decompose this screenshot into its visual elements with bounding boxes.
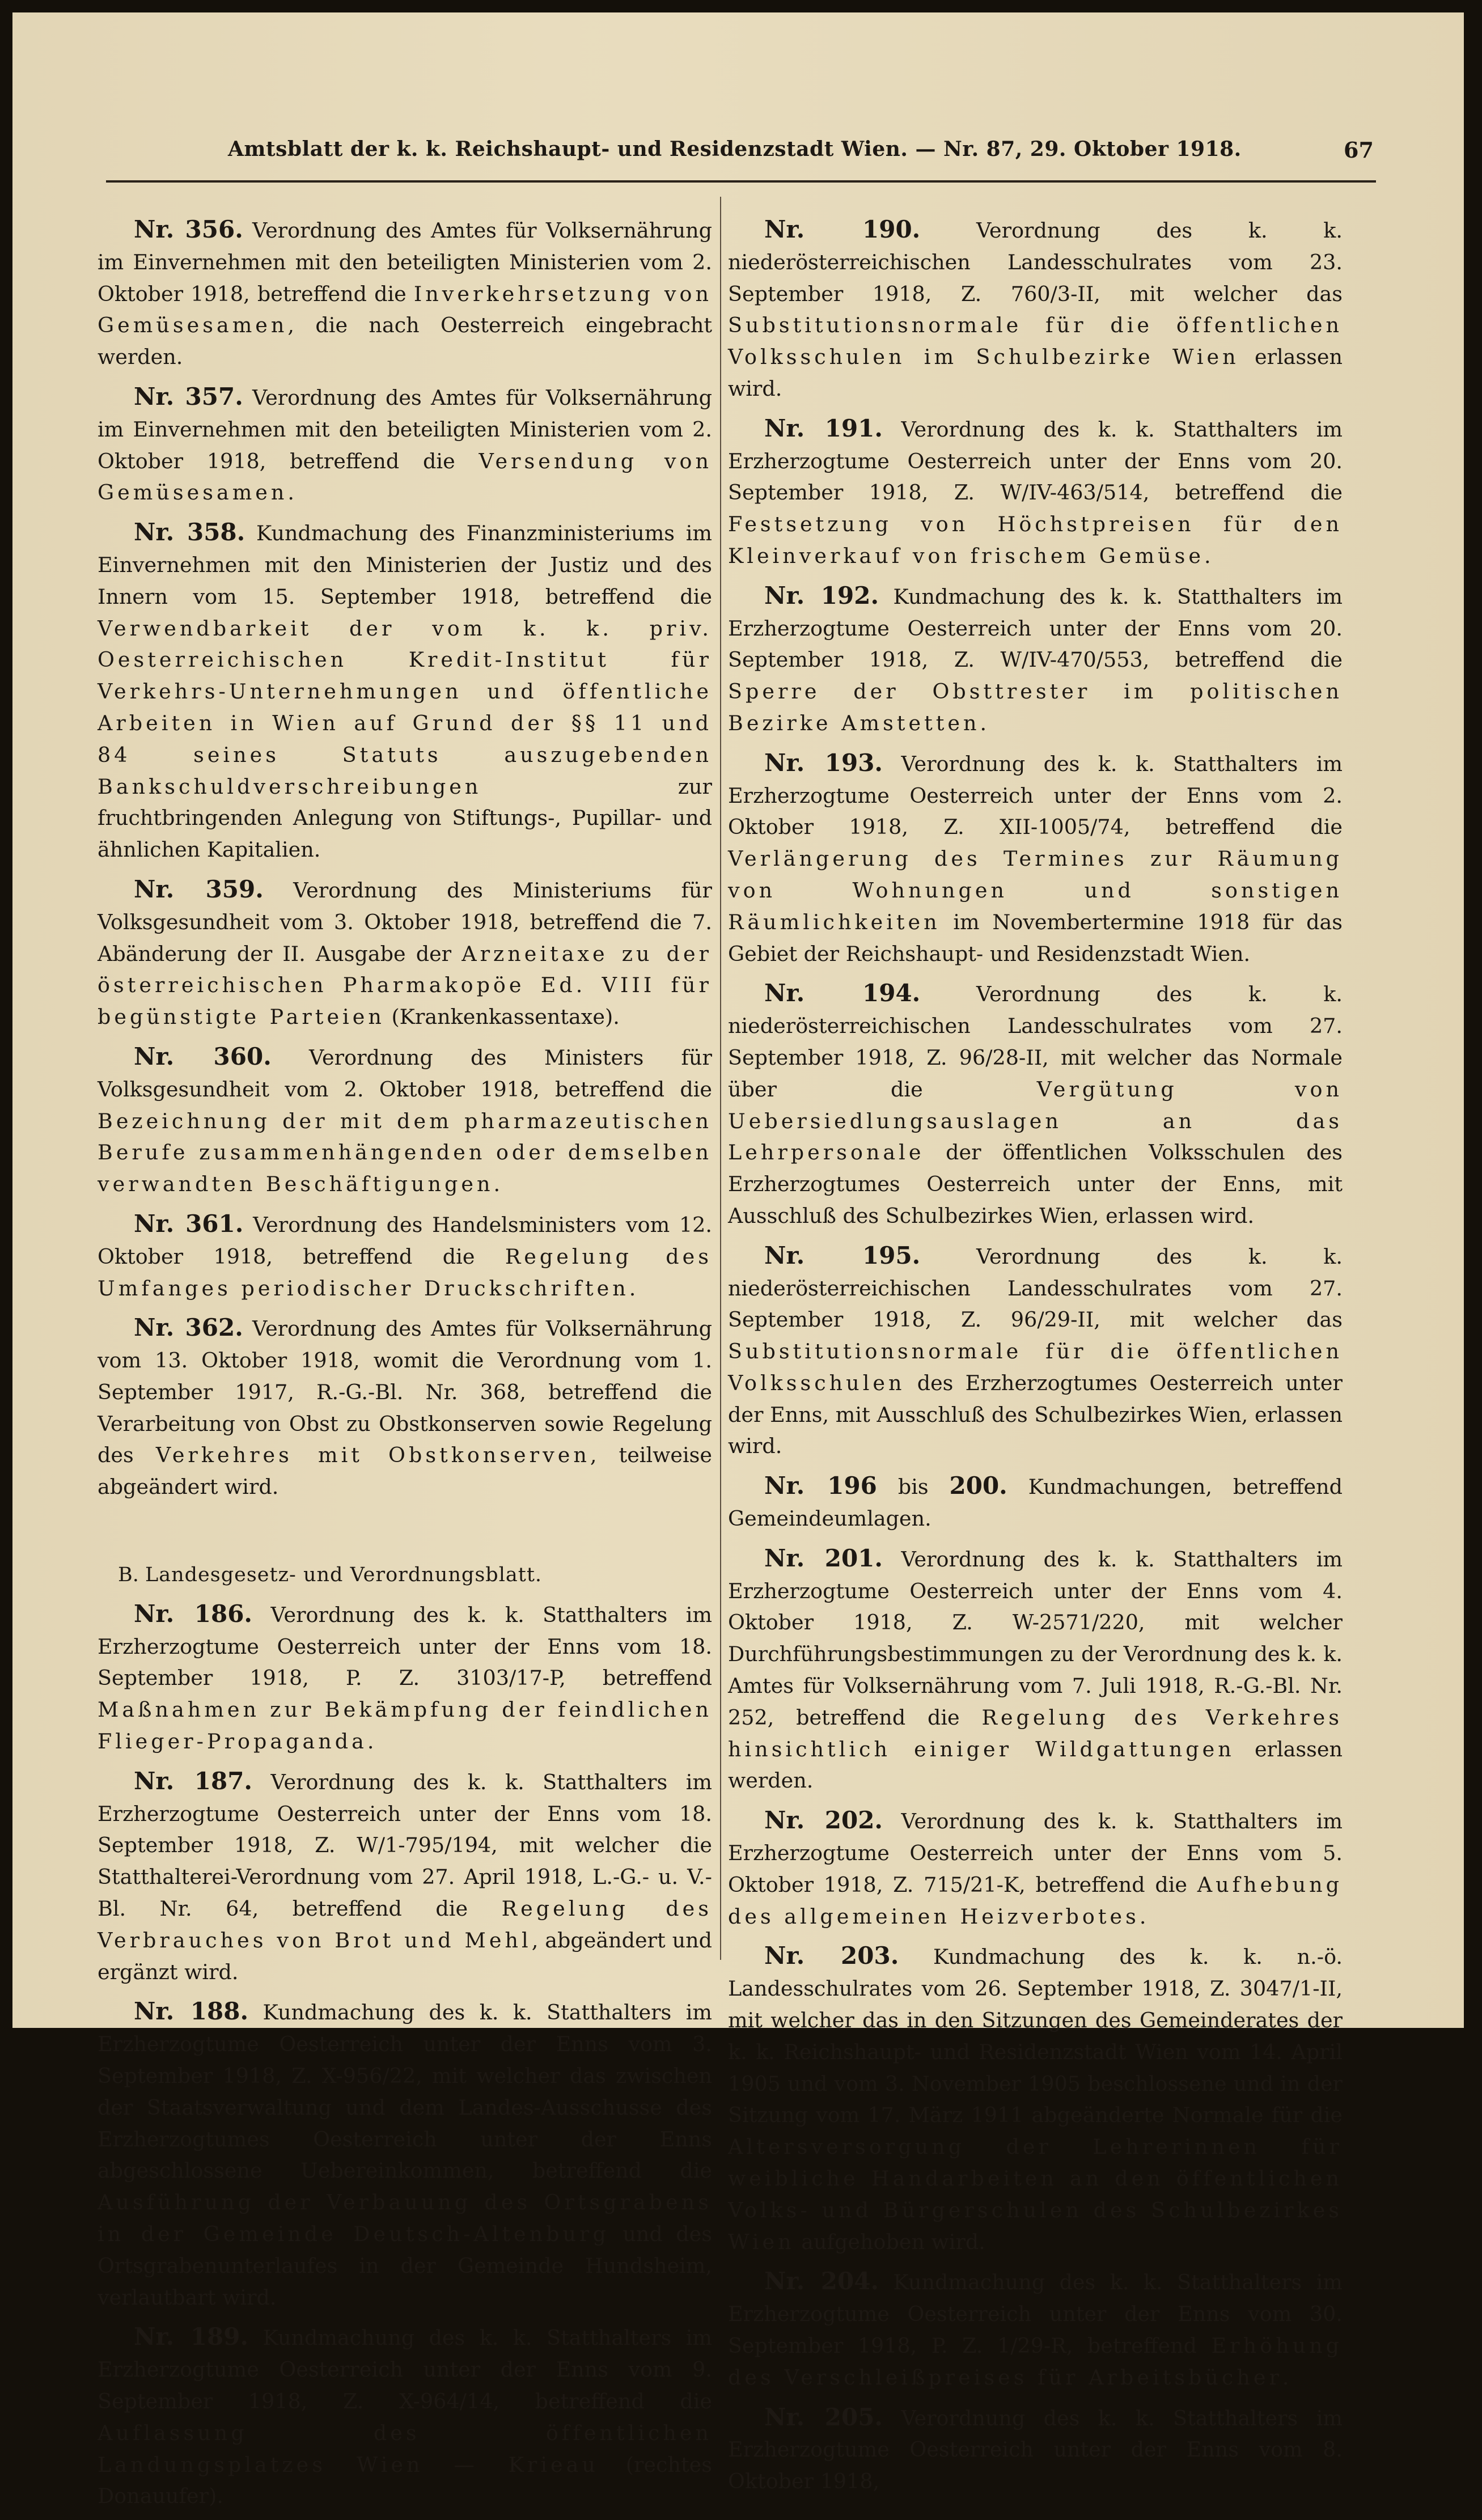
section-heading — [98, 1560, 712, 1591]
entry-text: Kundmachung des k. k. Statthalters im Erzherzogtume Oesterreich unter der Enns vom 20. September 1918, Z. W/IV-470/553, betreffend die — [728, 584, 1343, 672]
entry — [98, 1598, 712, 1757]
entry — [728, 413, 1343, 572]
entry-number: Nr. 194. — [764, 979, 921, 1007]
entry-number: Nr. 189. — [134, 2323, 249, 2351]
page-number: 67 — [1344, 137, 1374, 163]
entry-number: Nr. 193. — [764, 748, 883, 777]
entry-number: Nr. 196 — [764, 1472, 877, 1500]
entry-number: Nr. 191. — [764, 414, 883, 442]
entry — [728, 580, 1343, 739]
section-title: Landesgesetz- und Verordnungsblatt. — [145, 1564, 543, 1587]
entry — [728, 1470, 1343, 1535]
entry-number: Nr. 362. — [134, 1314, 243, 1342]
entry-text-end: , die nach Oesterreich eingebracht werden. — [98, 313, 712, 370]
entry-text-end: (rechtes Donauufer). — [98, 2452, 713, 2509]
entry-subject: Verwendbarkeit der vom k. k. priv. Oesterreichischen Kredit-Institut für Verkehrs-Unternehmungen und öffentliche Arbeiten in Wien auf Grund der §§ 11 und 84 seines Statuts auszugebenden Bankschuldverschreibungen — [98, 616, 712, 799]
entry-subject: Verlängerung des Termines zur Räumung von Wohnungen und sonstigen Räumlichkeiten — [728, 846, 1343, 934]
entry-number: Nr. 358. — [134, 518, 245, 547]
entry-subject: Regelung des Verkehres hinsichtlich einiger Wildgattungen — [728, 1705, 1343, 1761]
right-column — [728, 214, 1343, 2505]
entry-text-end: , teilweise abgeändert wird. — [98, 1443, 712, 1500]
entry-subject: Inverkehrsetzung von Gemüsesamen — [98, 281, 712, 338]
entry — [728, 2265, 1343, 2393]
entry-number: Nr. 186. — [134, 1599, 253, 1628]
entry-text-end: . — [980, 710, 987, 735]
entry — [98, 1041, 712, 1200]
entry-text: Kundmachung des k. k. Statthalters im Erzherzogtume Oesterreich unter der Enns vom 3. September 1918, Z. X-956/22, mit welcher das zwischen der Staatsverwaltung und dem Landes-Ausschusse des Erzherzogtumes Oesterreich unter der Enns abgeschlossene Uebereinkommen, betreffend die — [98, 2000, 713, 2183]
entry-subject: Auflassung des öffentlichen Landungsplatzes Wien — Krieau — [98, 2420, 712, 2477]
entry-subject: Sperre der Obsttrester im politischen Bezirke Amstetten — [728, 679, 1343, 735]
entry-subject: Substitutionsnormale für die öffentlichen Volksschulen — [728, 1339, 1343, 1395]
entry-subject: Regelung des Umfanges periodischer Druckschriften — [98, 1244, 712, 1301]
entry-subject: Substitutionsnormale für die öffentlichen Volksschulen im Schulbezirke Wien — [728, 313, 1343, 370]
entry-number: Nr. 204. — [764, 2267, 879, 2295]
entry — [98, 1312, 712, 1503]
entry-text-end: . — [629, 1276, 636, 1301]
entry-number: Nr. 205. — [764, 2403, 883, 2431]
entry-text: Verordnung des k. k. niederösterreichischen Landesschulrates vom 23. September 1918, Z. 760/3-II, mit welcher das — [728, 218, 1343, 306]
entry — [728, 747, 1343, 970]
entry-text: Verordnung des Handelsministers vom 12. Oktober 1918, betreffend die — [98, 1212, 713, 1269]
entry-text-end: des Erzherzogtumes Oesterreich unter der Enns, mit Ausschluß des Schulbezirkes Wien, erlassen wird. — [728, 1370, 1343, 1459]
entry-text: bis — [877, 1475, 950, 1500]
entry-text: Verordnung des k. k. Statthalters im Erzherzogtume Oesterreich unter der Enns vom 18. September 1918, Z. W/1-795/194, mit welcher die Statthalterei-Verordnung vom 27. April 1918, L.-G.- u. V.-Bl. Nr. 64, betreffend die — [98, 1769, 712, 1921]
entry-subject: Arzneitaxe zu der österreichischen Pharmakopöe Ed. VIII für begünstigte Parteien — [98, 941, 712, 1030]
entry — [728, 2402, 1343, 2497]
entry-text: Verordnung des k. k. Statthalters im Erzherzogtume Oesterreich unter der Enns vom 20. September 1918, Z. W/IV-463/514, betreffend die — [728, 417, 1343, 505]
header-rule — [106, 180, 1376, 183]
entry — [98, 1765, 712, 1988]
entry-text: Verordnung des Amtes für Volksernährung im Einvernehmen mit den beteiligten Ministerien vom 2. Oktober 1918, betreffend die — [98, 218, 712, 306]
entry — [98, 2321, 712, 2512]
entry-number: Nr. 188. — [134, 1997, 249, 2026]
entry-number: Nr. 356. — [134, 215, 243, 243]
entry-number: Nr. 190. — [764, 215, 921, 243]
entry-text-end: (Krankenkassentaxe). — [384, 1005, 620, 1030]
entry-text-end: . — [493, 1172, 501, 1197]
entry-number: Nr. 201. — [764, 1544, 883, 1572]
entry — [728, 977, 1343, 1231]
entry-number: Nr. 187. — [134, 1767, 253, 1795]
entry-number-end: 200. — [949, 1472, 1007, 1500]
entries-list-b — [98, 1598, 712, 2512]
entry-subject: Aufhebung des allgemeinen Heizverbotes — [728, 1872, 1343, 1929]
entry-text-end: erlassen wird. — [728, 345, 1343, 401]
entry-subject: Regelung des Verbrauches von Brot und Mehl — [98, 1896, 712, 1953]
entry-number: Nr. 192. — [764, 581, 879, 609]
entry-subject: Erhöhung des Verschleißpreises für Arbeitsbücher — [728, 2333, 1343, 2390]
entry-text: Verordnung des k. k. Statthalters im Erzherzogtume Oesterreich unter der Enns vom 2. Oktober 1918, Z. XII-1005/74, betreffend die — [728, 751, 1343, 840]
entry-text-end: . — [287, 480, 295, 505]
entry — [728, 1805, 1343, 1932]
entry-text-end: Kundmachungen, betreffend Gemeindeumlagen. — [728, 1475, 1343, 1531]
entry-subject: Vergütung von Uebersiedlungsauslagen an das Lehrpersonale — [728, 1077, 1343, 1165]
entry-text: Kundmachung des k. k. Statthalters im Erzherzogtume Oesterreich unter der Enns vom 9. September 1918, Z. X-964/14, betreffend die — [98, 2326, 713, 2413]
entry-number: Nr. 359. — [134, 875, 264, 903]
entry — [98, 1996, 712, 2313]
entry-number: Nr. 203. — [764, 1942, 899, 1970]
newspaper-page — [12, 12, 1464, 2509]
entry — [98, 516, 712, 866]
entry-text: Verordnung des k. k. Statthalters im Erzherzogtume Oesterreich unter der Enns vom 8. Oktober 1918, — [728, 2405, 1343, 2494]
entry-number: Nr. 360. — [134, 1042, 272, 1070]
entry — [98, 214, 712, 373]
entry-text-end: . — [1282, 2365, 1289, 2390]
entry-subject: Festsetzung von Höchstpreisen für den Kleinverkauf von frischem Gemüse — [728, 512, 1343, 568]
entry-subject: Ausführung der Verbauung des Ortsgrabens in der Gemeinde Deutsch-Altenburg — [98, 2190, 712, 2247]
section-prefix: B. — [118, 1564, 139, 1587]
entry-subject: Versendung von Gemüsesamen — [98, 448, 712, 505]
entry-text-end: erlassen werden. — [728, 1737, 1343, 1793]
entries-list-a — [98, 214, 712, 1503]
entry-text: Verordnung des k. k. niederösterreichischen Landesschulrates vom 27. September 1918, Z. 96/28-II, mit welcher das Normale über die — [728, 982, 1343, 1102]
page-header: Amtsblatt der k. k. Reichshaupt- und Residenzstadt Wien. — Nr. 87, 29. Oktober 1918. — [228, 137, 1242, 161]
entry-number: Nr. 357. — [134, 382, 243, 410]
entry — [728, 1543, 1343, 1797]
entry-text-end: zur fruchtbringenden Anlegung von Stiftungs-, Pupillar- und ähnlichen Kapitalien. — [98, 774, 712, 862]
entry — [98, 874, 712, 1033]
entry-subject: Maßnahmen zur Bekämpfung der feindlichen Flieger-Propaganda — [98, 1697, 712, 1754]
entry-text: Kundmachung des k. k. Statthalters im Erzherzogtume Oesterreich unter der Enns vom 30. September 1918, P. Z. 1/29-R, betreffend — [728, 2270, 1343, 2358]
entry-number: Nr. 361. — [134, 1209, 244, 1238]
entry-text: Kundmachung des Finanzministeriums im Einvernehmen mit den Ministerien der Justiz und des Innern vom 15. September 1918, betreffend die — [98, 521, 713, 609]
entry-subject: Bezeichnung der mit dem pharmazeutischen Berufe zusammenhängenden oder demselben verwandten Beschäftigungen — [98, 1108, 712, 1197]
entry-text: Verordnung des k. k. Statthalters im Erzherzogtume Oesterreich unter der Enns vom 18. September 1918, P. Z. 3103/17-P, betreffend — [98, 1602, 712, 1691]
entry — [728, 1940, 1343, 2258]
entry-subject: Verkehres mit Obstkonserven — [155, 1443, 590, 1468]
entry-text-end: . — [1139, 1904, 1146, 1929]
entry — [98, 1208, 712, 1304]
entry-text: Verordnung des Amtes für Volksernährung vom 13. Oktober 1918, womit die Verordnung vom 1. September 1917, R.-G.-Bl. Nr. 368, betreffend die Verarbeitung von Obst zu Obstkonserven sowie Regelung des — [98, 1316, 712, 1468]
entry-text: Verordnung des Ministers für Volksgesundheit vom 2. Oktober 1918, betreffend die — [98, 1045, 713, 1102]
entry-text-end: der öffentlichen Volksschulen des Erzherzogtumes Oesterreich unter der Enns, mit Ausschluß des Schulbezirkes Wien, erlassen wird. — [728, 1140, 1343, 1228]
column-divider — [720, 197, 721, 1960]
entry-text: Kundmachung des k. k. n.-ö. Landesschulrates vom 26. September 1918, Z. 3047/1-II, mit welcher das in den Sitzungen des Gemeinderates der k. k. Reichshaupt- und Residenzstadt Wien vom 14. April 1905 und vom 3. November 1905 beschlossene und in der Sitzung vom 17. März 1911 abgeänderte Normale für die — [728, 1945, 1343, 2128]
entry — [728, 1240, 1343, 1463]
entry-text-end: im Novembertermine 1918 für das Gebiet der Reichshaupt- und Residenzstadt Wien. — [728, 909, 1343, 966]
entry-text-end: . — [367, 1729, 374, 1754]
left-column — [98, 214, 712, 2520]
entry-text: Verordnung des k. k. Statthalters im Erzherzogtume Oesterreich unter der Enns vom 4. Oktober 1918, Z. W-2571/220, mit welcher Durchführungsbestimmungen zu der Verordnung des k. k. Amtes für Volksernährung vom 7. Juli 1918, R.-G.-Bl. Nr. 252, betreffend die — [728, 1547, 1343, 1730]
entry-number: Nr. 202. — [764, 1806, 883, 1835]
entry-number: Nr. 195. — [764, 1241, 921, 1269]
entry-subject: Altersversorgung der Lehrerinnen für weibliche Handarbeiten an den öffentlichen Volks- und Bürgerschulen des Schulbezirkes Wien — [728, 2134, 1343, 2254]
entry-text-end: aufgehoben wird. — [794, 2229, 985, 2254]
entry-text: Verordnung des k. k. Statthalters im Erzherzogtume Oesterreich unter der Enns vom 5. Oktober 1918, Z. 715/21-K, betreffend die — [728, 1809, 1343, 1897]
entry-text: Verordnung des Ministeriums für Volksgesundheit vom 3. Oktober 1918, betreffend die 7. Abänderung der II. Ausgabe der — [98, 878, 712, 966]
entry — [728, 214, 1343, 405]
entry-text-end: , abgeändert und ergänzt wird. — [98, 1928, 712, 1984]
entry — [98, 381, 712, 509]
entry-text: Verordnung des k. k. niederösterreichischen Landesschulrates vom 27. September 1918, Z. 96/29-II, mit welcher das — [728, 1244, 1343, 1332]
entry-text: Verordnung des Amtes für Volksernährung im Einvernehmen mit den beteiligten Ministerien vom 2. Oktober 1918, betreffend die — [98, 385, 712, 473]
entry-text-end: . — [1204, 543, 1211, 568]
entry-text-end: und des Ortsgrabenunterlaufes in der Gemeinde Hundsheim, verlautbart wird. — [98, 2222, 712, 2310]
